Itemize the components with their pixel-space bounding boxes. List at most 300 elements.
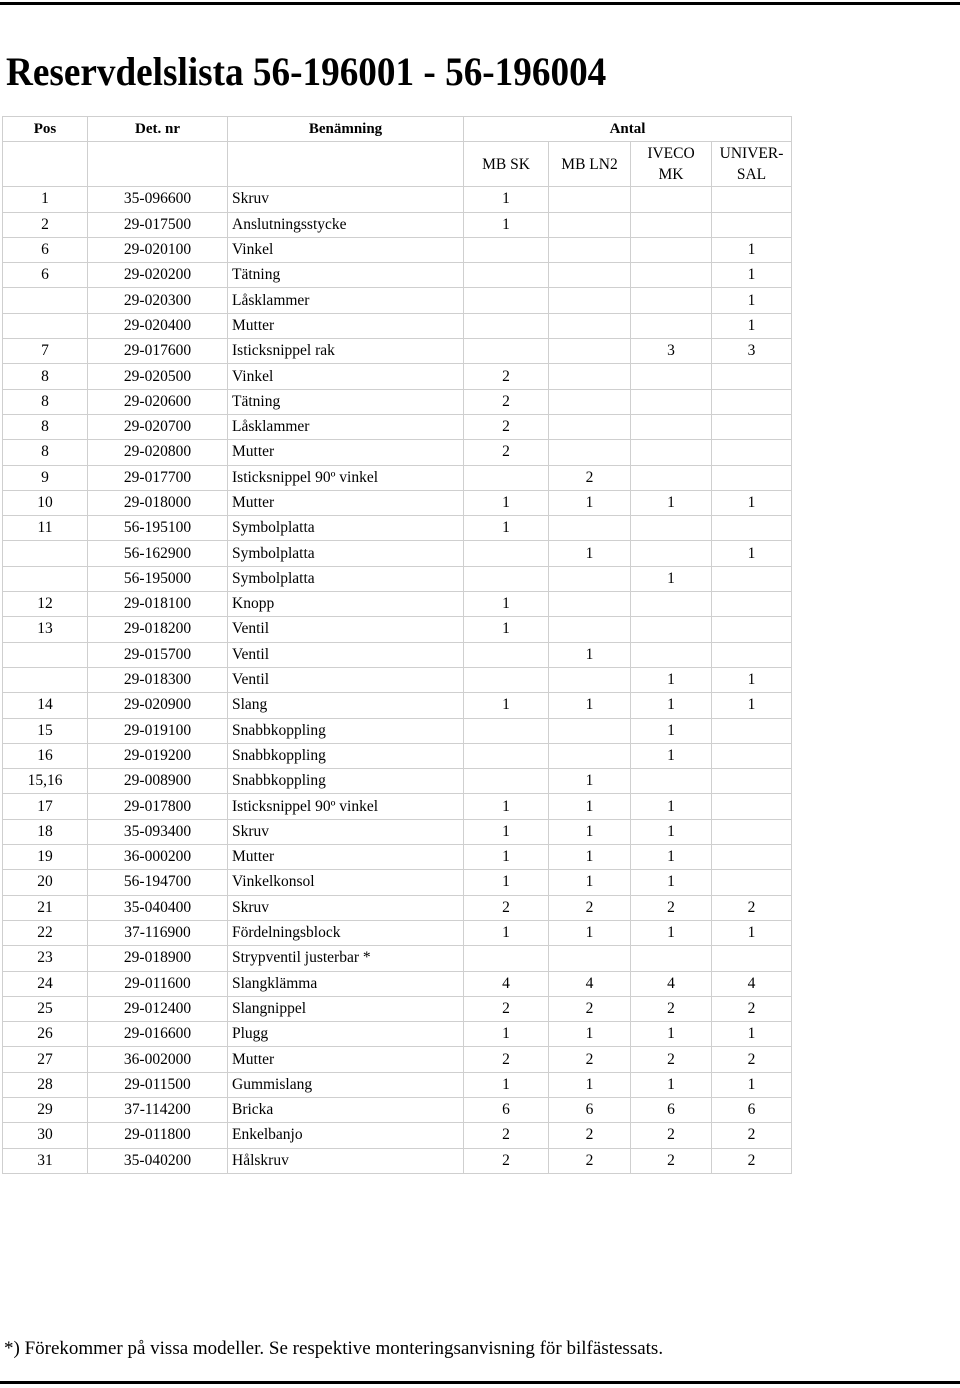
cell-det-nr: 29-011500 xyxy=(88,1072,228,1097)
qty-universal: 1 xyxy=(712,1022,792,1047)
qty-mb-sk: 1 xyxy=(464,920,549,945)
table-header-row xyxy=(3,117,792,142)
cell-det-nr: 56-195100 xyxy=(88,516,228,541)
qty-mb-ln2: 1 xyxy=(549,769,631,794)
cell-det-nr: 29-017800 xyxy=(88,794,228,819)
qty-mb-ln2: 2 xyxy=(549,1148,631,1173)
qty-iveco-mk xyxy=(631,212,712,237)
cell-benamning: Snabbkoppling xyxy=(228,718,464,743)
cell-benamning: Skruv xyxy=(228,895,464,920)
cell-pos: 12 xyxy=(3,592,88,617)
table-row xyxy=(3,1022,792,1047)
footnote: *) Förekommer på vissa modeller. Se respektive monteringsanvisning för bilfästessats. xyxy=(4,1338,664,1359)
qty-iveco-mk xyxy=(631,465,712,490)
column-universal xyxy=(712,142,792,187)
header-benamning: Benämning xyxy=(228,117,464,142)
cell-pos: 24 xyxy=(3,971,88,996)
qty-iveco-mk: 1 xyxy=(631,490,712,515)
table-row xyxy=(3,263,792,288)
qty-universal xyxy=(712,440,792,465)
cell-benamning: Tätning xyxy=(228,263,464,288)
cell-pos: 27 xyxy=(3,1047,88,1072)
table-row xyxy=(3,389,792,414)
table-row xyxy=(3,794,792,819)
cell-benamning: Skruv xyxy=(228,819,464,844)
table-row xyxy=(3,212,792,237)
cell-pos: 6 xyxy=(3,263,88,288)
qty-universal: 4 xyxy=(712,971,792,996)
qty-mb-sk: 4 xyxy=(464,971,549,996)
qty-mb-ln2: 1 xyxy=(549,794,631,819)
qty-mb-ln2: 1 xyxy=(549,870,631,895)
qty-universal xyxy=(712,718,792,743)
qty-universal: 2 xyxy=(712,1047,792,1072)
qty-universal xyxy=(712,465,792,490)
bottom-rule xyxy=(0,1381,960,1384)
cell-det-nr: 35-096600 xyxy=(88,187,228,212)
qty-mb-sk: 1 xyxy=(464,592,549,617)
cell-det-nr: 29-020700 xyxy=(88,414,228,439)
cell-pos: 31 xyxy=(3,1148,88,1173)
cell-det-nr: 35-040400 xyxy=(88,895,228,920)
qty-mb-ln2 xyxy=(549,440,631,465)
qty-mb-sk: 2 xyxy=(464,389,549,414)
table-row xyxy=(3,946,792,971)
cell-pos: 14 xyxy=(3,693,88,718)
cell-benamning: Ventil xyxy=(228,617,464,642)
qty-mb-ln2 xyxy=(549,946,631,971)
qty-mb-sk: 1 xyxy=(464,490,549,515)
qty-mb-sk: 1 xyxy=(464,870,549,895)
qty-universal xyxy=(712,743,792,768)
qty-universal xyxy=(712,592,792,617)
qty-universal: 1 xyxy=(712,920,792,945)
qty-mb-ln2: 2 xyxy=(549,1047,631,1072)
parts-table xyxy=(2,116,792,1174)
table-row xyxy=(3,617,792,642)
table-row xyxy=(3,465,792,490)
qty-mb-ln2 xyxy=(549,339,631,364)
cell-pos: 23 xyxy=(3,946,88,971)
cell-benamning: Vinkelkonsol xyxy=(228,870,464,895)
qty-universal: 1 xyxy=(712,1072,792,1097)
qty-mb-sk: 2 xyxy=(464,1123,549,1148)
qty-mb-ln2 xyxy=(549,212,631,237)
cell-det-nr: 29-017700 xyxy=(88,465,228,490)
table-row xyxy=(3,1047,792,1072)
cell-benamning: Anslutningsstycke xyxy=(228,212,464,237)
qty-mb-ln2: 6 xyxy=(549,1097,631,1122)
table-row xyxy=(3,1123,792,1148)
qty-iveco-mk xyxy=(631,440,712,465)
cell-benamning: Symbolplatta xyxy=(228,566,464,591)
cell-det-nr: 29-019100 xyxy=(88,718,228,743)
table-row xyxy=(3,313,792,338)
cell-pos xyxy=(3,288,88,313)
table-row xyxy=(3,187,792,212)
table-row xyxy=(3,693,792,718)
qty-universal xyxy=(712,870,792,895)
qty-iveco-mk: 2 xyxy=(631,996,712,1021)
column-univer-line2: SAL xyxy=(736,166,767,184)
cell-pos: 30 xyxy=(3,1123,88,1148)
qty-iveco-mk: 1 xyxy=(631,693,712,718)
table-row xyxy=(3,819,792,844)
qty-universal: 1 xyxy=(712,288,792,313)
cell-det-nr: 29-017600 xyxy=(88,339,228,364)
cell-pos xyxy=(3,642,88,667)
cell-benamning: Ventil xyxy=(228,667,464,692)
qty-mb-ln2 xyxy=(549,667,631,692)
qty-mb-sk: 1 xyxy=(464,794,549,819)
qty-universal xyxy=(712,187,792,212)
qty-mb-ln2 xyxy=(549,566,631,591)
cell-det-nr: 29-018200 xyxy=(88,617,228,642)
qty-mb-sk xyxy=(464,743,549,768)
subheader-empty-pos xyxy=(3,142,88,187)
qty-mb-ln2 xyxy=(549,389,631,414)
cell-benamning: Symbolplatta xyxy=(228,516,464,541)
qty-mb-sk xyxy=(464,946,549,971)
table-row xyxy=(3,237,792,262)
cell-pos: 16 xyxy=(3,743,88,768)
cell-pos: 8 xyxy=(3,440,88,465)
qty-mb-sk: 2 xyxy=(464,1148,549,1173)
qty-iveco-mk: 1 xyxy=(631,870,712,895)
qty-mb-ln2: 1 xyxy=(549,920,631,945)
table-row xyxy=(3,667,792,692)
cell-det-nr: 29-020200 xyxy=(88,263,228,288)
qty-universal xyxy=(712,769,792,794)
table-row xyxy=(3,996,792,1021)
cell-det-nr: 35-093400 xyxy=(88,819,228,844)
qty-universal xyxy=(712,642,792,667)
qty-mb-sk: 2 xyxy=(464,414,549,439)
qty-mb-ln2: 1 xyxy=(549,490,631,515)
qty-mb-ln2: 4 xyxy=(549,971,631,996)
qty-mb-sk: 1 xyxy=(464,1072,549,1097)
top-rule xyxy=(0,2,960,5)
cell-det-nr: 29-008900 xyxy=(88,769,228,794)
qty-mb-ln2: 1 xyxy=(549,1072,631,1097)
qty-universal xyxy=(712,819,792,844)
page-title: Reservdelslista 56-196001 - 56-196004 xyxy=(6,49,607,94)
table-row xyxy=(3,440,792,465)
table-row xyxy=(3,1097,792,1122)
cell-benamning: Slangklämma xyxy=(228,971,464,996)
cell-det-nr: 29-020300 xyxy=(88,288,228,313)
qty-iveco-mk xyxy=(631,769,712,794)
table-row xyxy=(3,1148,792,1173)
qty-mb-ln2: 1 xyxy=(549,819,631,844)
table-row xyxy=(3,971,792,996)
cell-pos: 1 xyxy=(3,187,88,212)
column-mb-sk: MB SK xyxy=(464,142,549,187)
qty-mb-sk xyxy=(464,339,549,364)
qty-universal: 3 xyxy=(712,339,792,364)
qty-mb-ln2: 1 xyxy=(549,1022,631,1047)
qty-mb-ln2 xyxy=(549,592,631,617)
qty-mb-sk xyxy=(464,642,549,667)
cell-det-nr: 56-162900 xyxy=(88,541,228,566)
cell-pos xyxy=(3,541,88,566)
qty-iveco-mk xyxy=(631,541,712,566)
qty-mb-sk: 2 xyxy=(464,1047,549,1072)
qty-iveco-mk: 1 xyxy=(631,667,712,692)
table-row xyxy=(3,516,792,541)
cell-benamning: Snabbkoppling xyxy=(228,743,464,768)
qty-universal xyxy=(712,364,792,389)
qty-universal: 2 xyxy=(712,1123,792,1148)
qty-mb-sk: 1 xyxy=(464,212,549,237)
cell-benamning: Tätning xyxy=(228,389,464,414)
qty-universal xyxy=(712,566,792,591)
table-row xyxy=(3,1072,792,1097)
cell-det-nr: 29-012400 xyxy=(88,996,228,1021)
qty-iveco-mk xyxy=(631,592,712,617)
qty-universal: 6 xyxy=(712,1097,792,1122)
cell-pos: 7 xyxy=(3,339,88,364)
cell-det-nr: 29-018900 xyxy=(88,946,228,971)
qty-iveco-mk: 3 xyxy=(631,339,712,364)
qty-mb-sk xyxy=(464,541,549,566)
qty-mb-ln2 xyxy=(549,617,631,642)
table-row xyxy=(3,288,792,313)
qty-universal xyxy=(712,794,792,819)
cell-pos: 15,16 xyxy=(3,769,88,794)
cell-det-nr: 29-020800 xyxy=(88,440,228,465)
cell-pos xyxy=(3,667,88,692)
cell-benamning: Hålskruv xyxy=(228,1148,464,1173)
cell-pos: 19 xyxy=(3,845,88,870)
qty-iveco-mk xyxy=(631,389,712,414)
cell-pos: 10 xyxy=(3,490,88,515)
qty-iveco-mk: 1 xyxy=(631,819,712,844)
qty-universal: 1 xyxy=(712,237,792,262)
cell-det-nr: 37-114200 xyxy=(88,1097,228,1122)
qty-iveco-mk xyxy=(631,946,712,971)
cell-benamning: Enkelbanjo xyxy=(228,1123,464,1148)
qty-mb-ln2: 1 xyxy=(549,845,631,870)
qty-mb-ln2 xyxy=(549,237,631,262)
cell-det-nr: 29-018100 xyxy=(88,592,228,617)
cell-benamning: Isticksnippel rak xyxy=(228,339,464,364)
cell-det-nr: 35-040200 xyxy=(88,1148,228,1173)
table-row xyxy=(3,895,792,920)
qty-mb-sk xyxy=(464,465,549,490)
table-row xyxy=(3,642,792,667)
cell-det-nr: 36-002000 xyxy=(88,1047,228,1072)
header-antal: Antal xyxy=(464,117,792,142)
cell-pos: 6 xyxy=(3,237,88,262)
qty-iveco-mk xyxy=(631,187,712,212)
cell-benamning: Ventil xyxy=(228,642,464,667)
header-pos: Pos xyxy=(3,117,88,142)
table-row xyxy=(3,718,792,743)
qty-iveco-mk: 4 xyxy=(631,971,712,996)
qty-mb-ln2 xyxy=(549,364,631,389)
cell-pos: 21 xyxy=(3,895,88,920)
column-iveco-mk xyxy=(631,142,712,187)
cell-benamning: Snabbkoppling xyxy=(228,769,464,794)
cell-pos: 29 xyxy=(3,1097,88,1122)
qty-iveco-mk xyxy=(631,313,712,338)
qty-mb-ln2: 2 xyxy=(549,1123,631,1148)
cell-pos: 11 xyxy=(3,516,88,541)
qty-universal xyxy=(712,617,792,642)
qty-mb-sk: 1 xyxy=(464,693,549,718)
qty-iveco-mk: 1 xyxy=(631,743,712,768)
qty-mb-sk: 1 xyxy=(464,845,549,870)
qty-mb-sk: 6 xyxy=(464,1097,549,1122)
qty-mb-sk xyxy=(464,313,549,338)
qty-iveco-mk: 6 xyxy=(631,1097,712,1122)
qty-iveco-mk: 2 xyxy=(631,1148,712,1173)
qty-mb-sk: 1 xyxy=(464,187,549,212)
qty-iveco-mk: 1 xyxy=(631,566,712,591)
qty-universal xyxy=(712,516,792,541)
cell-benamning: Strypventil justerbar * xyxy=(228,946,464,971)
cell-benamning: Knopp xyxy=(228,592,464,617)
qty-mb-sk xyxy=(464,769,549,794)
cell-benamning: Isticksnippel 90º vinkel xyxy=(228,794,464,819)
cell-benamning: Fördelningsblock xyxy=(228,920,464,945)
qty-mb-sk xyxy=(464,237,549,262)
qty-mb-sk xyxy=(464,667,549,692)
table-subheader-row xyxy=(3,142,792,187)
qty-mb-ln2 xyxy=(549,288,631,313)
cell-det-nr: 29-011800 xyxy=(88,1123,228,1148)
cell-pos: 8 xyxy=(3,364,88,389)
qty-mb-ln2 xyxy=(549,516,631,541)
qty-universal: 1 xyxy=(712,313,792,338)
cell-benamning: Skruv xyxy=(228,187,464,212)
cell-pos: 20 xyxy=(3,870,88,895)
qty-iveco-mk xyxy=(631,617,712,642)
qty-mb-ln2 xyxy=(549,263,631,288)
table-row xyxy=(3,490,792,515)
cell-benamning: Mutter xyxy=(228,1047,464,1072)
qty-mb-sk: 1 xyxy=(464,617,549,642)
table-row xyxy=(3,870,792,895)
cell-pos xyxy=(3,566,88,591)
cell-benamning: Slang xyxy=(228,693,464,718)
qty-iveco-mk: 1 xyxy=(631,794,712,819)
qty-iveco-mk xyxy=(631,237,712,262)
cell-pos: 8 xyxy=(3,389,88,414)
table-row xyxy=(3,743,792,768)
table-row xyxy=(3,769,792,794)
qty-universal xyxy=(712,212,792,237)
cell-pos: 13 xyxy=(3,617,88,642)
cell-benamning: Mutter xyxy=(228,845,464,870)
cell-det-nr: 29-018000 xyxy=(88,490,228,515)
cell-pos: 28 xyxy=(3,1072,88,1097)
cell-benamning: Vinkel xyxy=(228,364,464,389)
table-row xyxy=(3,592,792,617)
cell-det-nr: 29-017500 xyxy=(88,212,228,237)
qty-iveco-mk: 2 xyxy=(631,1047,712,1072)
qty-mb-ln2: 2 xyxy=(549,895,631,920)
cell-benamning: Låsklammer xyxy=(228,288,464,313)
qty-mb-sk: 1 xyxy=(464,819,549,844)
table-row xyxy=(3,339,792,364)
cell-det-nr: 56-194700 xyxy=(88,870,228,895)
cell-pos: 26 xyxy=(3,1022,88,1047)
qty-mb-sk: 2 xyxy=(464,895,549,920)
cell-pos: 17 xyxy=(3,794,88,819)
qty-mb-sk xyxy=(464,263,549,288)
qty-iveco-mk: 1 xyxy=(631,920,712,945)
cell-det-nr: 29-015700 xyxy=(88,642,228,667)
qty-mb-sk: 1 xyxy=(464,516,549,541)
cell-benamning: Mutter xyxy=(228,440,464,465)
qty-iveco-mk: 1 xyxy=(631,845,712,870)
cell-det-nr: 29-011600 xyxy=(88,971,228,996)
column-iveco-line1: IVECO xyxy=(647,145,695,163)
cell-benamning: Gummislang xyxy=(228,1072,464,1097)
qty-iveco-mk xyxy=(631,414,712,439)
cell-benamning: Låsklammer xyxy=(228,414,464,439)
parts-table-body xyxy=(3,187,792,1174)
cell-det-nr: 29-020400 xyxy=(88,313,228,338)
column-univer-line1: UNIVER- xyxy=(719,145,784,163)
qty-mb-sk: 1 xyxy=(464,1022,549,1047)
cell-pos: 18 xyxy=(3,819,88,844)
qty-iveco-mk xyxy=(631,288,712,313)
qty-universal: 2 xyxy=(712,1148,792,1173)
table-row xyxy=(3,920,792,945)
cell-pos: 25 xyxy=(3,996,88,1021)
cell-det-nr: 29-020900 xyxy=(88,693,228,718)
cell-pos: 9 xyxy=(3,465,88,490)
qty-mb-ln2: 1 xyxy=(549,642,631,667)
qty-iveco-mk xyxy=(631,263,712,288)
cell-benamning: Isticksnippel 90º vinkel xyxy=(228,465,464,490)
qty-mb-ln2 xyxy=(549,718,631,743)
qty-iveco-mk xyxy=(631,364,712,389)
cell-det-nr: 56-195000 xyxy=(88,566,228,591)
cell-benamning: Slangnippel xyxy=(228,996,464,1021)
qty-mb-ln2 xyxy=(549,743,631,768)
cell-benamning: Plugg xyxy=(228,1022,464,1047)
qty-mb-sk xyxy=(464,566,549,591)
qty-iveco-mk: 1 xyxy=(631,1022,712,1047)
subheader-empty-det xyxy=(88,142,228,187)
qty-mb-ln2 xyxy=(549,313,631,338)
cell-benamning: Symbolplatta xyxy=(228,541,464,566)
cell-det-nr: 37-116900 xyxy=(88,920,228,945)
table-row xyxy=(3,364,792,389)
qty-mb-sk xyxy=(464,718,549,743)
cell-benamning: Bricka xyxy=(228,1097,464,1122)
cell-det-nr: 29-020100 xyxy=(88,237,228,262)
qty-universal xyxy=(712,845,792,870)
qty-universal: 1 xyxy=(712,541,792,566)
qty-iveco-mk: 2 xyxy=(631,895,712,920)
cell-pos: 22 xyxy=(3,920,88,945)
qty-iveco-mk: 1 xyxy=(631,1072,712,1097)
qty-universal: 1 xyxy=(712,667,792,692)
qty-iveco-mk: 2 xyxy=(631,1123,712,1148)
qty-universal: 1 xyxy=(712,490,792,515)
qty-universal xyxy=(712,389,792,414)
qty-mb-sk: 2 xyxy=(464,996,549,1021)
cell-det-nr: 29-018300 xyxy=(88,667,228,692)
qty-mb-sk: 2 xyxy=(464,364,549,389)
table-row xyxy=(3,566,792,591)
cell-det-nr: 29-020500 xyxy=(88,364,228,389)
